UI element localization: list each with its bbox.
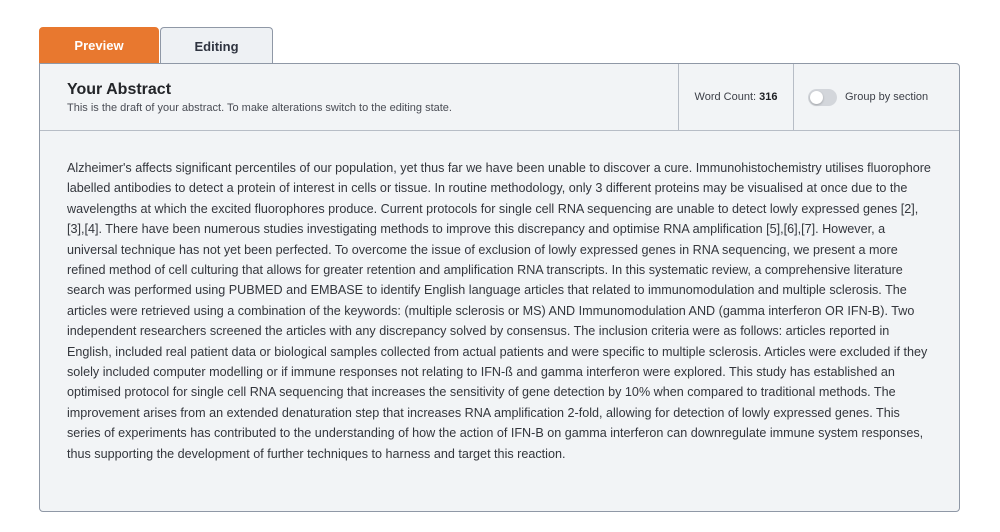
word-count [678, 64, 793, 130]
word-count-value: 316 [759, 91, 778, 103]
word-count-label: Word Count: [694, 91, 757, 103]
header-text [40, 64, 678, 130]
tab-preview[interactable]: Preview [39, 27, 159, 64]
page-title: Your Abstract [67, 81, 172, 98]
toggle-knob [810, 91, 823, 104]
view-tabs [39, 27, 273, 64]
abstract-header [40, 64, 959, 131]
group-by-section-label: Group by section [845, 91, 929, 103]
abstract-panel [39, 63, 960, 512]
toggle-switch[interactable] [808, 89, 837, 106]
tab-editing[interactable]: Editing [160, 27, 273, 64]
abstract-text: Alzheimer's affects significant percentiles of our population, yet thus far we have been unable to discover a cure. Immunohistochemistry utilises fluorophore labelled antibodies to detect a protein of interest in cells or tissue. In routine methodology, only 3 different proteins may be visualised at once due to the wavelengths at which the excited fluorophores produce. Current protocols for single cell RNA sequencing are unable to detect lowly expressed genes [2],[3],[4]. There have been numerous studies investigating methods to improve this discrepancy and optimise RNA amplification [5],[6],[7]. However, a universal technique has not yet been perfected. To overcome the issue of exclusion of lowly expressed genes in RNA sequencing, we present a more refined method of cell culturing that allows for greater retention and amplification RNA transcripts. In this systematic review, a comprehensive literature search was performed using PUBMED and EMBASE to identify English language articles that related to immunomodulation and multiple sclerosis. The articles were retrieved using a combination of the keywords: (multiple sclerosis or MS) AND Immunomodulation AND (gamma interferon OR IFN-B). Two independent researchers screened the articles with any discrepancy solved by consensus. The inclusion criteria were as follows: articles reported in English, included real patient data or biological samples collected from actual patients and were specific to multiple sclerosis. Articles were excluded if they solely included computer modelling or if immune responses not relating to IFN-ß and gamma interferon were explored. This study has established an optimised protocol for single cell RNA sequencing that increases the sensitivity of gene detection by 10% when compared to traditional methods. The improvement arises from an extended denaturation step that increases RNA amplification 2-fold, allowing for detection of lowly expressed genes. This series of experiments has contributed to the understanding of how the action of IFN-B on gamma interferon can downregulate immune system responses, thus supporting the development of further techniques to harness and target this reaction. [67, 161, 931, 461]
page-subtitle: This is the draft of your abstract. To make alterations switch to the editing state. [67, 102, 452, 114]
group-by-section-toggle[interactable] [793, 64, 959, 130]
